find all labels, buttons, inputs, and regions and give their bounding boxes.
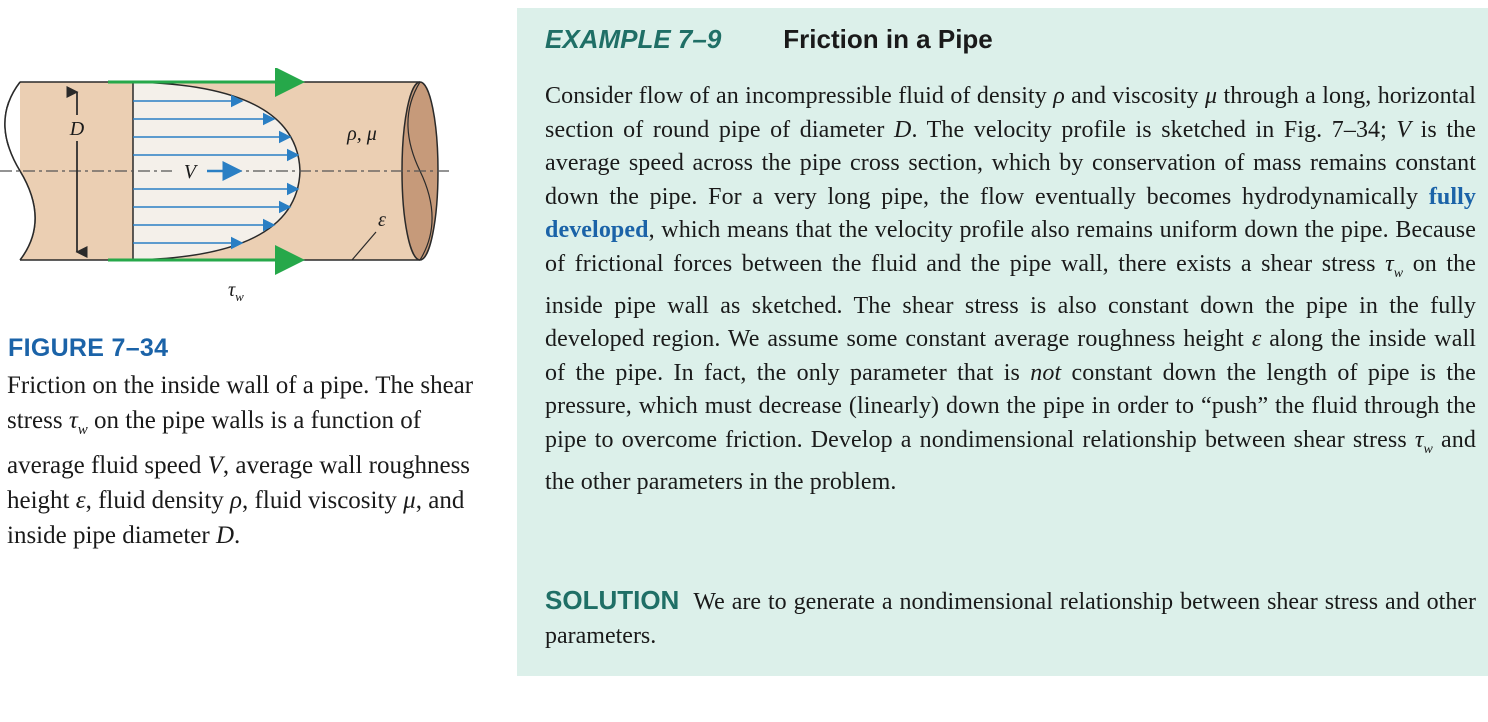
- diameter-label: D: [69, 118, 85, 140]
- velocity-label: V: [183, 161, 197, 183]
- solution-text: We are to generate a nondimensional relationship between shear stress and other parameters.: [545, 589, 1476, 649]
- key-term-fully-developed: fully developed: [545, 183, 1476, 243]
- figure-number: FIGURE 7–34: [8, 334, 169, 362]
- solution: [545, 584, 1476, 653]
- solution-label: SOLUTION: [545, 585, 680, 615]
- shear-stress-label: $\tau_w$: [228, 279, 244, 304]
- fluid-props-label: ρ, μ: [347, 123, 377, 145]
- roughness-label: ε: [378, 209, 386, 231]
- example-heading: [545, 24, 993, 55]
- figure-caption: Friction on the inside wall of a pipe. The shear stress $\tau_w$ on the pipe walls is a function of average fluid speed V, average wall roughness height ε, fluid density ρ, fluid viscosity μ, and inside pipe diameter D.: [7, 372, 474, 549]
- example-body: Consider flow of an incompressible fluid of density ρ and viscosity μ through a long, horizontal section of round pipe of diameter D. The velocity profile is sketched in Fig. 7–34; V is the average speed across the pipe cross section, which by conservation of mass remains constant down the pipe. For a very long pipe, the flow eventually becomes hydrodynamically fully developed, which means that the velocity profile also remains uniform down the pipe. Because of frictional forces between the fluid and the pipe wall, there exists a shear stress $\tau_w$ on the inside pipe wall as sketched. The shear stress is also constant down the pipe in the fully developed region. We assume some constant average roughness height ε along the inside wall of the pipe. In fact, the only parameter that is not constant down the length of pipe is the pressure, which must decrease (linearly) down the pipe in order to “push” the fluid through the pipe to overcome friction. Develop a nondimensional relationship between shear stress $\tau_w$ and the other parameters in the problem.: [545, 83, 1477, 496]
- example-number: EXAMPLE 7–9: [545, 24, 722, 54]
- figure-7-34: [0, 0, 500, 722]
- example-panel: [517, 8, 1488, 676]
- pipe-diagram: [0, 68, 470, 308]
- example-title: Friction in a Pipe: [783, 24, 993, 54]
